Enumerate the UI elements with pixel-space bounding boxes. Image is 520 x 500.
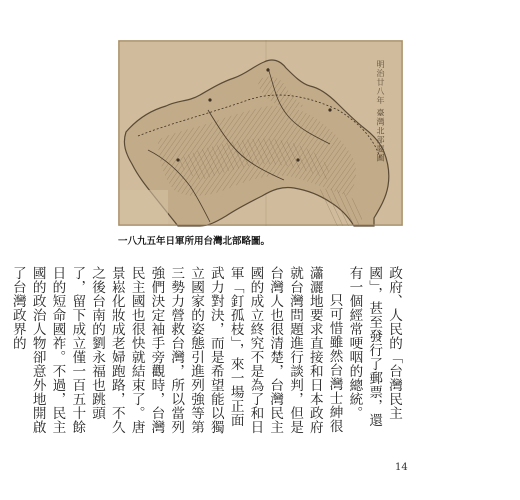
historical-map-figure (118, 40, 403, 226)
page-number: 14 (395, 462, 408, 473)
northern-taiwan-map-image (118, 40, 403, 226)
figure-caption: 一八九五年日軍所用台灣北部略圖。 (118, 236, 271, 247)
body-text (9, 266, 403, 440)
paragraph: 政府、人民的「台灣民主國」，甚至發行了郵票，還有一個經常哽咽的總統。 (346, 266, 402, 428)
map-title: 明治廿八年 臺灣北部要圖 (376, 60, 385, 163)
paragraph: 只可惜雖然台灣士紳很瀟灑地要求直接和日本政府就台灣問題進行談判，但是台灣人也很清楚，台灣民主國的成立終究不是為了和日軍「釘孤枝」，來一場正面武力對決，而是希望能以獨立國家的姿態引進列強等第三勢力營救台灣，所以當列強們決定袖手旁觀時，台灣民主國也很快就結束了。唐景崧化妝成老婦跑路，不久之後台南的劉永福也跳頭了，留下成立僅一百五十餘日的短命國祚。不過，民主國的政治人物卻意外地開啟了台灣政界的 (9, 266, 343, 434)
